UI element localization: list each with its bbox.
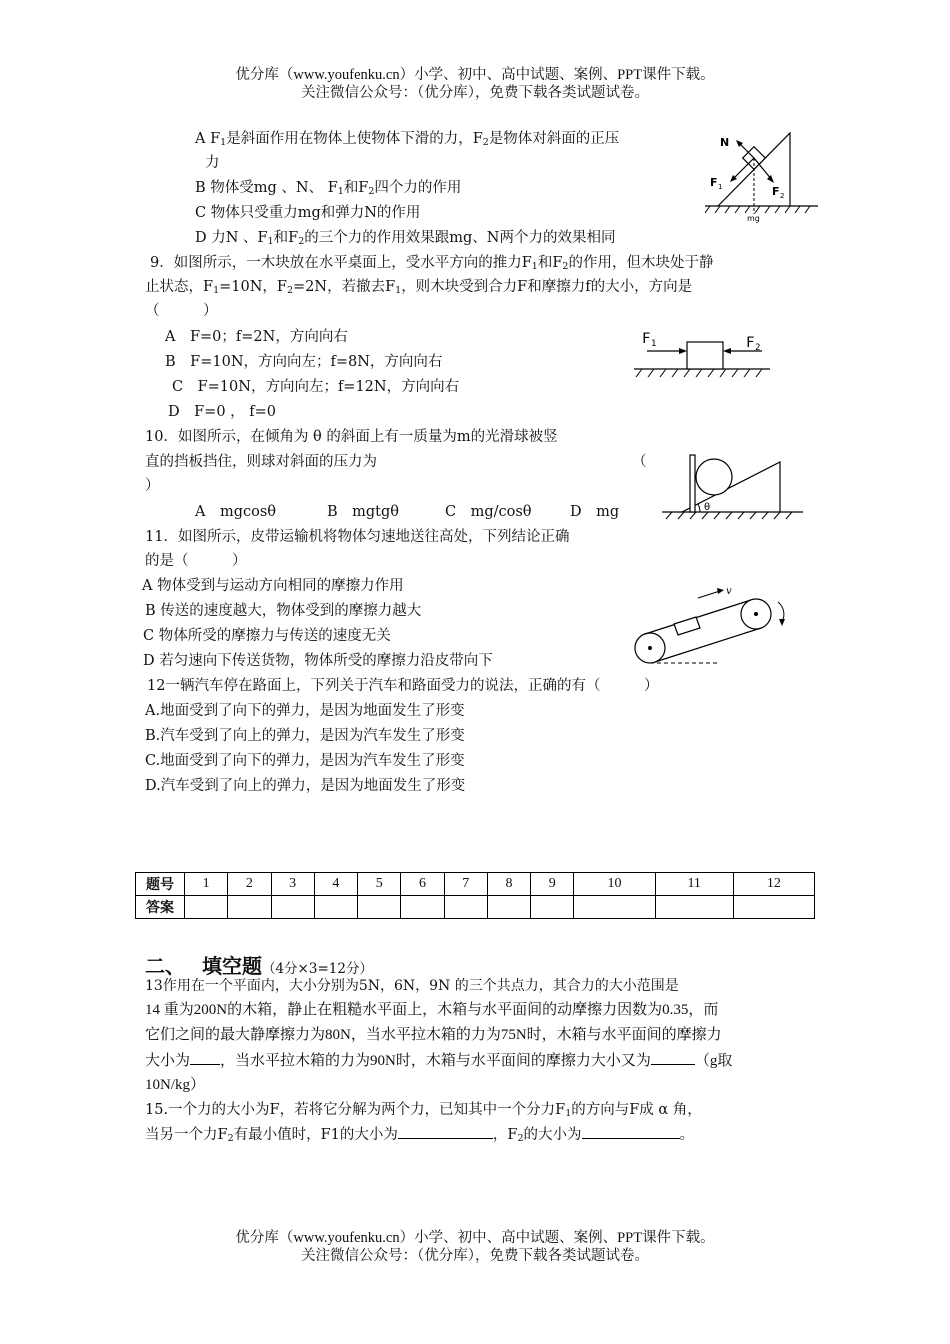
label-f1: F [710,176,718,189]
subscript: 2 [298,236,305,247]
q10-stem-line-1: 10．如图所示，在倾角为 θ 的斜面上有一质量为m的光滑球被竖 [145,429,558,445]
table-cell: 6 [401,873,444,896]
label-theta: θ [704,502,711,513]
q10-option-d: D mg [570,504,620,520]
q8-incline-figure [700,128,820,223]
subscript: 2 [517,1133,524,1144]
q15-line-2 [145,1124,694,1149]
label-n: N [720,136,730,149]
angle-arc [698,504,700,512]
ground-hatch [705,206,810,213]
label-f2-sub: 2 [780,192,785,200]
answer-cell[interactable] [185,896,228,919]
answer-cell[interactable] [314,896,357,919]
q12-option-b: B.汽车受到了向上的弹力，是因为汽车发生了形变 [145,728,465,744]
q15-line-2e: 。 [679,1127,695,1143]
q15-line-1b: 的方向与F成 α 角， [571,1102,702,1118]
header-line-1: 优分库（www.youfenku.cn）小学、初中、高中试题、案例、PPT课件下载。 [235,67,715,83]
table-cell: 5 [358,873,401,896]
label-f2-sub: 2 [755,343,761,353]
q9-option-a: A F=0；f=2N，方向向右 [165,329,348,345]
label-f1-sub: 1 [651,339,657,349]
q8-option-a-cont: 力 [205,155,220,171]
label-f2: F [746,335,755,351]
table-cell: 7 [444,873,487,896]
q13-text: 13作用在一个平面内，大小分别为5N，6N，9N 的三个共点力，其合力的大小范围是 [145,978,679,994]
subscript: 2 [368,186,375,197]
label-v: v [726,586,732,597]
section-2-points: （4分×3=12分） [261,961,373,977]
q15-line-2b: 有最小值时，F1的大小为 [233,1127,398,1143]
section-2-heading [145,950,373,979]
q9-stem-1a: 9．如图所示，一木块放在水平桌面上，受水平方向的推力F [150,255,532,271]
belt-bottom [655,628,761,662]
q11-stem-line-2: 的是（ ） [145,553,247,569]
q10-ball-incline-figure [660,450,805,522]
q14-line-3 [145,1050,732,1071]
answer-cell[interactable] [444,896,487,919]
q12-option-a: A.地面受到了向下的弹力，是因为地面发生了形变 [145,703,465,719]
q10-option-a: A mgcosθ [195,504,277,520]
q8-b-text-1: B 物体受mg 、N、 F [195,180,338,196]
q8-a-text-2: 是斜面作用在物体上使物体下滑的力，F [226,131,483,147]
q15-line-1a: 15.一个力的大小为F，若将它分解为两个力，已知其中一个分力F [145,1102,566,1118]
q10-stem-line-3: ） [145,478,160,494]
q9-block-figure [632,325,772,383]
q9-stem-2c: =2N，若撤去F [293,279,396,295]
q14-blank-2[interactable] [651,1050,695,1065]
q8-b-text-2: 和F [343,180,369,196]
q9-stem-2d: ，则木块受到合力F和摩擦力f的大小，方向是 [401,279,693,295]
subscript: 1 [267,236,274,247]
q15-line-1 [145,1100,702,1124]
arrowhead [779,619,785,626]
table-cell: 9 [531,873,574,896]
table-cell: 2 [228,873,271,896]
label-f1-sub: 1 [718,183,723,191]
q9-stem-line-3: （ ） [145,303,218,319]
q15-line-2d: 的大小为 [523,1127,582,1143]
wood-block [687,342,723,369]
subscript: 2 [562,261,569,272]
arrowhead [717,588,724,594]
q12-option-d: D.汽车受到了向上的弹力，是因为地面发生了形变 [145,778,466,794]
smooth-ball [696,459,732,495]
label-f2: F [772,185,780,198]
answer-cell[interactable] [228,896,271,919]
footer-line-1: 优分库（www.youfenku.cn）小学、初中、高中试题、案例、PPT课件下载。 [235,1230,715,1246]
subscript: 1 [337,186,344,197]
q9-option-c: C F=10N，方向向左；f=12N，方向向右 [172,379,460,395]
q11-option-c: C 物体所受的摩擦力与传送的速度无关 [143,628,391,644]
arrowhead [679,348,687,354]
q8-option-c: C 物体只受重力mg和弹力N的作用 [195,205,421,221]
q9-option-b: B F=10N，方向向左；f=8N，方向向右 [165,354,443,370]
ground-hatch [666,512,792,519]
q11-option-a: A 物体受到与运动方向相同的摩擦力作用 [142,578,404,594]
arrowhead [723,348,731,354]
q14-line-4: 10N/kg） [145,1077,206,1093]
q9-stem-2a: 止状态，F [145,279,214,295]
q14-line-1: 14 重为200N的木箱，静止在粗糙水平面上，木箱与水平面间的动摩擦力因数为0.35，而 [145,1002,719,1018]
subscript: 1 [531,261,538,272]
q8-option-a [195,129,619,153]
label-f1: F [642,331,651,347]
label-mg: mg [747,214,760,223]
q9-stem-line-1 [150,253,713,277]
table-row-answers [136,896,815,919]
q15-blank-f2[interactable] [582,1124,680,1139]
subscript: 1 [213,285,220,296]
subscript: 1 [565,1108,572,1119]
q15-line-2a: 当另一个力F [145,1127,228,1143]
f2-arrow [754,158,772,180]
answer-table [135,872,815,919]
cargo-box [674,617,700,635]
velocity-arrow [698,591,720,598]
row-label-number: 题号 [136,873,185,896]
q9-option-d: D F=0 ， f=0 [168,404,277,420]
row-label-answer: 答案 [136,896,185,919]
table-cell: 10 [574,873,655,896]
footer-line-2: 关注微信公众号：（优分库），免费下载各类试题试卷。 [301,1248,649,1264]
table-cell: 3 [271,873,314,896]
arrowhead [767,175,774,183]
subscript: 2 [227,1133,234,1144]
answer-cell[interactable] [271,896,314,919]
answer-cell[interactable] [401,896,444,919]
q14-line-3a: 大小为 [145,1053,191,1069]
subscript: 2 [286,285,294,296]
q12-option-c: C.地面受到了向下的弹力，是因为汽车发生了形变 [145,753,465,769]
q8-d-text-1: D 力N 、F [195,230,268,246]
answer-cell[interactable] [655,896,733,919]
answer-cell[interactable] [531,896,574,919]
q8-option-b [195,178,461,202]
q8-a-text-1: A F [195,131,221,147]
q11-option-b: B 传送的速度越大，物体受到的摩擦力越大 [145,603,422,619]
table-hatch [636,369,762,377]
q10-option-b: B mgtgθ [327,504,400,520]
q12-stem: 12一辆汽车停在路面上，下列关于汽车和路面受力的说法，正确的有（ ） [147,678,659,694]
table-row-numbers [136,873,815,896]
table-cell: 1 [185,873,228,896]
f1-arrow [732,158,754,180]
q10-option-c: C mg/cosθ [445,504,532,520]
upper-pulley-axle [754,612,758,616]
q8-a-text-3: 是物体对斜面的正压 [488,131,620,147]
table-cell: 8 [487,873,530,896]
table-cell: 12 [733,873,814,896]
answer-cell[interactable] [358,896,401,919]
q8-option-d [195,228,615,252]
table-cell: 11 [655,873,733,896]
q10-stem-line-2b: （ [632,454,647,470]
q10-stem-line-2a: 直的挡板挡住，则球对斜面的压力为 [145,454,377,470]
subscript: 1 [395,285,402,296]
q14-blank-1[interactable] [190,1050,220,1065]
q14-line-2: 它们之间的最大静摩擦力为80N，当水平拉木箱的力为75N时，木箱与水平面间的摩擦力 [145,1027,722,1043]
subscript: 1 [220,137,227,148]
section-2-title: 二、 填空题 [145,954,262,978]
q15-line-2c: ，F [492,1127,518,1143]
q11-option-d: D 若匀速向下传送货物，物体所受的摩擦力沿皮带向下 [143,653,493,669]
q8-b-text-3: 四个力的作用 [374,180,462,196]
table-cell: 4 [314,873,357,896]
subscript: 2 [482,137,489,148]
answer-cell[interactable] [487,896,530,919]
answer-cell[interactable] [574,896,655,919]
q9-stem-2b: =10N，F [219,279,287,295]
q9-stem-1b: 和F [537,255,563,271]
q15-blank-f1[interactable] [398,1124,493,1139]
q14-line-3b: ，当水平拉木箱的力为90N时，木箱与水平面间的摩擦力大小又为 [220,1053,651,1069]
q11-conveyor-figure [630,582,795,667]
q11-stem-line-1: 11．如图所示，皮带运输机将物体匀速地送往高处，下列结论正确 [145,529,570,545]
vertical-board [690,455,695,512]
q8-d-text-3: 的三个力的作用效果跟mg、N两个力的效果相同 [304,230,616,246]
lower-pulley-axle [648,646,652,650]
q14-line-3c: （g取 [694,1053,733,1069]
q8-d-text-2: 和F [273,230,299,246]
q9-stem-1c: 的作用，但木块处于静 [568,255,714,271]
q9-stem-line-2 [145,277,692,301]
header-line-2: 关注微信公众号：（优分库），免费下载各类试题试卷。 [301,85,649,101]
answer-cell[interactable] [733,896,814,919]
